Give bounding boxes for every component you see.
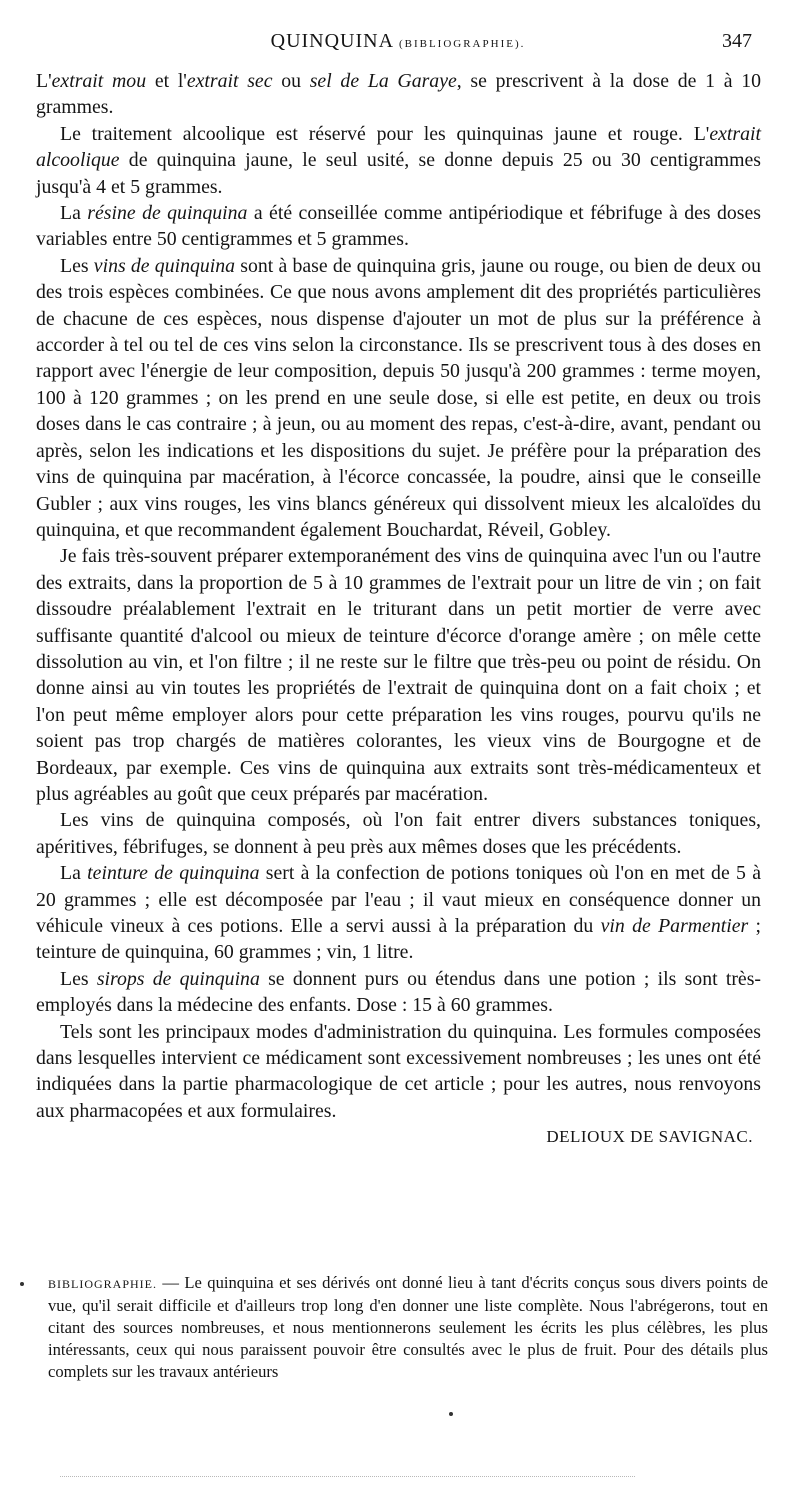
text-run: et l' — [146, 70, 187, 92]
text-run: Le traitement alcoolique est réservé pour les quinquinas jaune et rouge. L' — [60, 122, 710, 145]
italic-term: extrait alcoolique — [36, 122, 761, 172]
italic-term: vins de quinquina — [93, 254, 236, 277]
italic-term: extrait mou — [51, 70, 147, 92]
bibliography-label: BIBLIOGRAPHIE. — [48, 1277, 157, 1291]
bibliography-section — [48, 1272, 768, 1383]
paragraph-conclusion: Tels sont les principaux modes d'administration du quinquina. Les formules composées dans lesquelles intervient ce médicament sont excessivement nombreuses ; les unes ont été indiquées dans la partie pharmacologique de cet article ; pour les autres, nous renvoyons aux pharmacopées et aux formulaires. — [36, 1020, 761, 1122]
bottom-bleed-line — [60, 1476, 635, 1477]
paragraph-extraits — [36, 68, 761, 121]
bibliography-text: — Le quinquina et ses dérivés ont donné lieu à tant d'écrits conçus sous divers points de vue, qu'il serait difficile et d'ailleurs trop long d'en donner une liste complète. Nous l'abrégerons, tout en citant des sources nombreuses, et nous mentionnerons seulement les écrits les plus célèbres, les plus intéressants, ceux qui nous paraissent pouvoir être consultés avec le plus de fruit. Pour des détails plus complets sur les travaux antérieurs — [48, 1273, 768, 1381]
paragraph-traitement-alcoolique — [36, 121, 761, 200]
italic-term: résine de quinquina — [87, 202, 248, 225]
running-head — [36, 30, 760, 62]
text-run: de quinquina jaune, le seul usité, se donne depuis 25 ou 30 centigrammes jusqu'à 4 et 5 grammes. — [36, 149, 761, 198]
paragraph-preparation-extemporanee: Je fais très-souvent préparer extemporanément des vins de quinquina avec l'un ou l'autre des extraits, dans la proportion de 5 à 10 grammes de l'extrait pour un litre de vin ; on fait dissoudre préalablement l'extrait en le triturant dans un petit mortier de verre avec suffisante quantité d'alcool ou mieux de teinture d'écorce d'orange amère ; on mêle cette dissolution au vin, et l'on filtre ; il ne reste sur le filtre que très-peu ou point de résidu. On donne ainsi au vin toutes les propriétés de l'extrait de quinquina dont on a fait choix ; et l'on peut même employer alors pour cette préparation les vins rouges, pourvu qu'ils ne soient pas trop chargés de matières colorantes, les vieux vins de Bourgogne et de Bordeaux, par exemple. Ces vins de quinquina aux extraits sont très-médicamenteux et plus agréables au goût que ceux préparés par macération. — [36, 545, 761, 805]
text-run: Les — [60, 967, 97, 990]
running-title-section: (BIBLIOGRAPHIE). — [398, 38, 526, 50]
text-run: L' — [36, 70, 52, 92]
text-run: sert à la confection de potions toniques où l'on en met de 5 à 20 grammes ; elle est décomposée par l'eau ; il vaut mieux en conséquence donner un véhicule vineux à ces potions. Elle a servi aussi à la préparation du — [36, 862, 761, 937]
running-title — [36, 30, 760, 53]
text-run: La — [60, 202, 88, 225]
italic-term: sel de La Garaye — [309, 70, 457, 92]
text-run: ; teinture de quinquina, 60 grammes ; vin, 1 litre. — [36, 915, 762, 964]
author-signature: DELIOUX DE SAVIGNAC. — [546, 1127, 753, 1147]
text-run: se donnent purs ou étendus dans une potion ; ils sont très-employés dans la médecine des enfants. Dose : 15 à 60 grammes. — [36, 967, 761, 1017]
text-run: sont à base de quinquina gris, jaune ou rouge, ou bien de deux ou des trois espèces combinées. Ce que nous avons amplement dit des propriétés particulières de chacune de ces espèces, nous dispense d'ajouter un mot de plus sur la préférence à accorder à tel ou tel de ces vins selon la circonstance. Ils se prescrivent tous à des doses en rapport avec l'énergie de leur composition, depuis 50 jusqu'à 200 grammes : terme moyen, 100 à 120 grammes ; on les prend en une seule dose, si elle est petite, en deux ou trois doses dans le cas contraire ; à jeun, ou au moment des repas, c'est-à-dire, avant, pendant ou après, selon les indications et les dispositions du sujet. Je préfère pour la préparation des vins de quinquina par macération, à l'écorce concassée, la poudre, ainsi que le conseille Gubler ; aux vins rouges, les vins blancs généreux qui dissolvent mieux les alcaloïdes du quinquina, et que recommandent également Bouchardat, Réveil, Gobley. — [36, 254, 761, 541]
paragraph-sirops — [36, 966, 761, 1019]
text-run: , se prescrivent à la dose de 1 à 10 grammes. — [36, 70, 762, 119]
paragraph-vins-composes: Les vins de quinquina composés, où l'on fait entrer divers substances toniques, apéritives, fébrifuges, se donnent à peu près aux mêmes doses que les précédents. — [36, 809, 761, 858]
text-run: ou — [272, 70, 310, 92]
page-number: 347 — [722, 30, 752, 52]
text-run: Les — [60, 254, 94, 277]
text-run: a été conseillée comme antipériodique et fébrifuge à des doses variables entre 50 centigrammes et 5 grammes. — [36, 202, 761, 251]
bibliography-paragraph — [48, 1272, 768, 1383]
italic-term: sirops de quinquina — [96, 967, 260, 990]
paragraph-vins — [36, 253, 761, 543]
running-title-main: QUINQUINA — [270, 30, 393, 52]
margin-mark — [20, 1282, 24, 1286]
text-run: La — [60, 862, 88, 885]
bottom-dot-mark — [449, 1412, 453, 1416]
paragraph-teinture — [36, 860, 761, 966]
italic-term: teinture de quinquina — [87, 862, 260, 885]
paragraph-resine — [36, 200, 761, 253]
italic-term: vin de Parmentier — [600, 915, 749, 937]
italic-term: extrait sec — [186, 70, 273, 92]
main-text — [36, 68, 761, 1151]
